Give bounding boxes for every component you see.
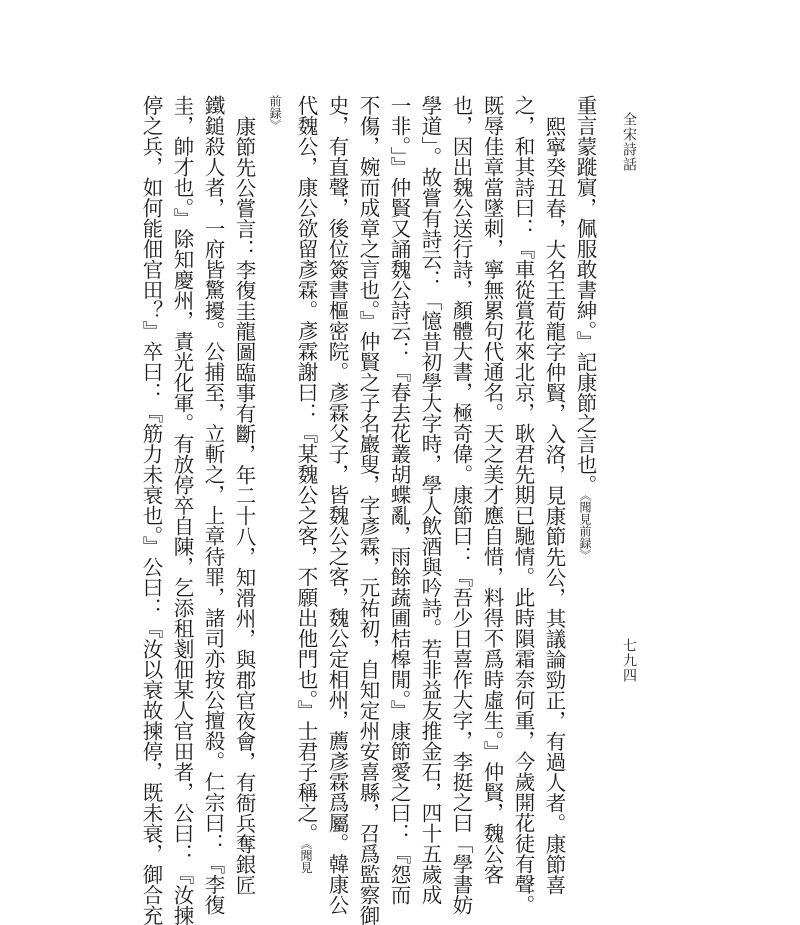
text-column bbox=[135, 95, 166, 925]
column-text: 史，有直聲，後位簽書樞密院。彥霖父子，皆魏公之客，魏公定相州，薦彥霖爲屬。韓康公 bbox=[325, 95, 349, 915]
page-number: 七九四 bbox=[621, 638, 637, 683]
text-column bbox=[569, 95, 600, 705]
column-text: 重言蒙蹝賔，佩服敢書紳。』記康節之言也。 bbox=[573, 95, 597, 495]
running-head-title: 全宋詩話 bbox=[621, 112, 637, 172]
text-column bbox=[259, 95, 290, 705]
column-text: 既辱佳章當墜刺，寧無累句代通名。天之美才應自惜，料得不爲時虛生。』仲賢，魏公客 bbox=[480, 95, 504, 885]
text-column bbox=[352, 95, 383, 925]
text-column bbox=[290, 95, 321, 874]
source-note: 《聞見前録》 bbox=[578, 494, 592, 561]
text-column bbox=[445, 95, 476, 915]
text-column bbox=[476, 95, 507, 885]
text-column bbox=[538, 95, 569, 895]
column-text: 之，和其詩曰：『車從賞花來北京，耿君先期已馳情。此時隕霜奈何重，今歲開花徒有聲。 bbox=[511, 95, 535, 915]
text-column bbox=[197, 95, 228, 915]
column-text: 鐵鎚殺人者，一府皆驚擾。公捕至，立斬之，上章待罪，諸司亦按公擅殺。仁宗曰：『李復 bbox=[201, 95, 225, 915]
text-column bbox=[166, 95, 197, 925]
column-text: 一非。」』仲賢又誦魏公詩云：『春去花叢胡蝶亂，雨餘蔬圃桔槔閒。』康節愛之曰：『怨而 bbox=[387, 95, 411, 905]
text-column bbox=[507, 95, 538, 915]
column-text: 圭，帥才也。』除知慶州，責光化軍。有放停卒自陳，乞添租剗佃某人官田者，公曰：『汝揀 bbox=[170, 95, 194, 925]
column-text: 代魏公，康公欲留彥霖。彥霖謝曰：『某魏公之客，不願出他門也。』士君子稱之。 bbox=[294, 95, 318, 844]
text-column bbox=[228, 95, 259, 895]
column-text: 康節先公嘗言：李復圭龍圖臨事有斷，年二十八，知滑州，與郡官夜會，有衙兵奪銀匠 bbox=[232, 115, 256, 895]
column-text: 熙寧癸丑春，大名王荀龍字仲賢，入洛，見康節先公，其議論勁正，有過人者。康節喜 bbox=[542, 115, 566, 895]
column-text: 不傷，婉而成章之言也。』仲賢之子名巖叟，字彥霖，元祐初，自知定州安喜縣，召爲監察御 bbox=[356, 95, 380, 925]
text-column bbox=[321, 95, 352, 915]
text-column bbox=[383, 95, 414, 905]
source-note: 前録》 bbox=[268, 95, 282, 131]
column-text: 學道」。故嘗有詩云：「憶昔初學大字時，學人飲酒與吟詩。若非益友推金石，四十五歲成 bbox=[418, 95, 442, 905]
body-text bbox=[135, 95, 600, 925]
source-note: 《聞見 bbox=[299, 843, 313, 874]
column-text: 停之兵，如何能佃官田？』卒曰：『筋力未衰也。』公曰：『汝以衰故揀停，既未衰，御合充 bbox=[139, 95, 163, 925]
column-text: 也，因出魏公送行詩，顏體大書，極奇偉。康節曰：『吾少日喜作大字，李挺之曰「學書妨 bbox=[449, 95, 473, 915]
text-column bbox=[414, 95, 445, 905]
